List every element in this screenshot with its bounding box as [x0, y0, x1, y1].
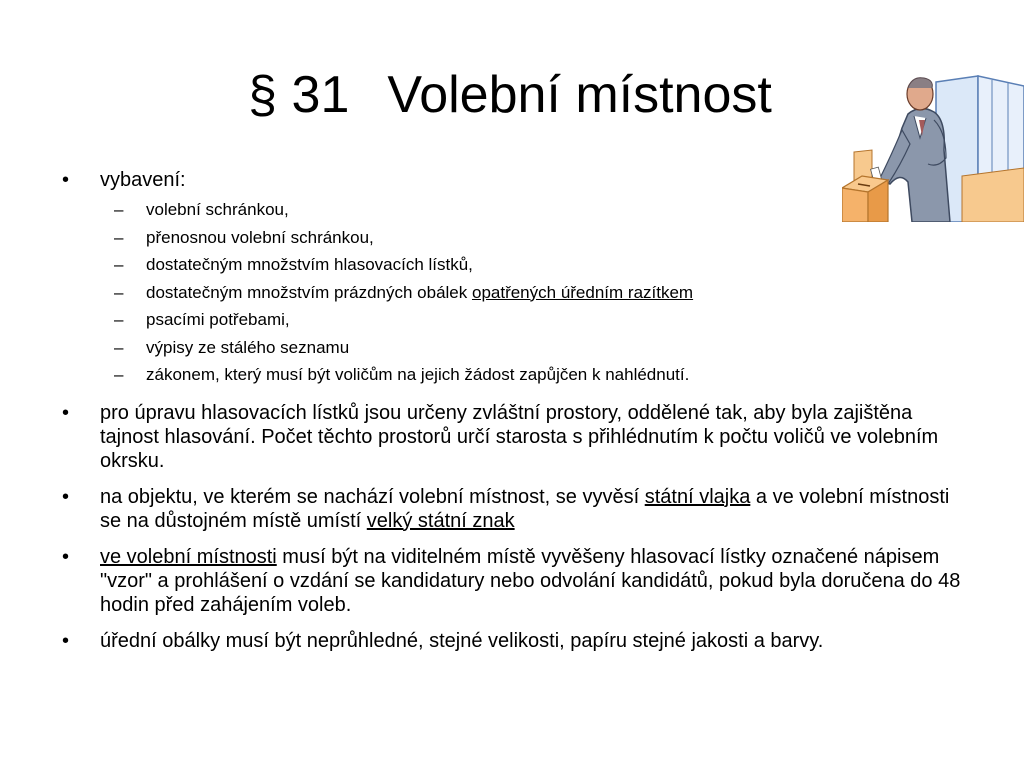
bullet-text: vybavení: — [100, 169, 186, 191]
sub-bullet-item — [100, 224, 968, 252]
bullet-text: musí být na viditelném místě vyvěšeny hlasovací lístky označené nápisem "vzor" a prohlášení o vzdání se kandidatury nebo odvolání kandidátů, pokud byla doručena do 48 hodin před zahájením voleb. — [100, 545, 966, 616]
sub-bullet-item — [100, 306, 968, 334]
underlined-text: státní vlajka — [644, 485, 751, 508]
bullet-item — [58, 485, 968, 533]
underlined-text: opatřených úředním razítkem — [471, 282, 694, 302]
sub-bullet-text: volební schránkou, — [146, 200, 289, 219]
slide-title — [150, 62, 870, 128]
section-number: § 31 — [248, 66, 350, 124]
sub-bullet-text: psacími potřebami, — [146, 310, 290, 329]
sub-bullet-list — [100, 196, 968, 389]
slide-content — [58, 168, 968, 665]
bullet-text: pro úpravu hlasovacích lístků jsou určeny zvláštní prostory, oddělené tak, aby byla zajištěna tajnost hlasování. Počet těchto prostorů určí starosta s přihlédnutím k počtu voličů ve volebním okrsku. — [100, 401, 939, 472]
sub-bullet-text: dostatečným množstvím hlasovacích lístků, — [146, 255, 473, 274]
bullet-item — [58, 401, 968, 473]
sub-bullet-text: přenosnou volební schránkou, — [146, 227, 374, 247]
sub-bullet-text: výpisy ze stálého seznamu — [146, 337, 350, 357]
sub-bullet-text: zákonem, který musí být voličům na jejich žádost zapůjčen k nahlédnutí. — [146, 365, 690, 384]
title-text: Volební místnost — [387, 66, 772, 124]
bullet-list — [58, 168, 968, 653]
underlined-text: velký státní znak — [366, 509, 515, 532]
bullet-item — [58, 168, 968, 389]
bullet-text: a ve volební místnosti se na důstojném místě umístí — [100, 485, 955, 532]
bullet-text: úřední obálky musí být neprůhledné, stejné velikosti, papíru stejné jakosti a barvy. — [100, 629, 824, 652]
bullet-text: na objektu, ve kterém se nachází volební místnost, se vyvěsí — [100, 485, 645, 508]
bullet-item — [58, 629, 968, 653]
sub-bullet-item — [100, 196, 968, 224]
sub-bullet-item — [100, 251, 968, 279]
bullet-item — [58, 545, 968, 617]
sub-bullet-text: dostatečným množstvím prázdných obálek — [146, 282, 472, 302]
sub-bullet-item — [100, 334, 968, 362]
underlined-text: ve volební místnosti — [100, 545, 277, 568]
sub-bullet-item — [100, 279, 968, 307]
sub-bullet-item — [100, 361, 968, 389]
